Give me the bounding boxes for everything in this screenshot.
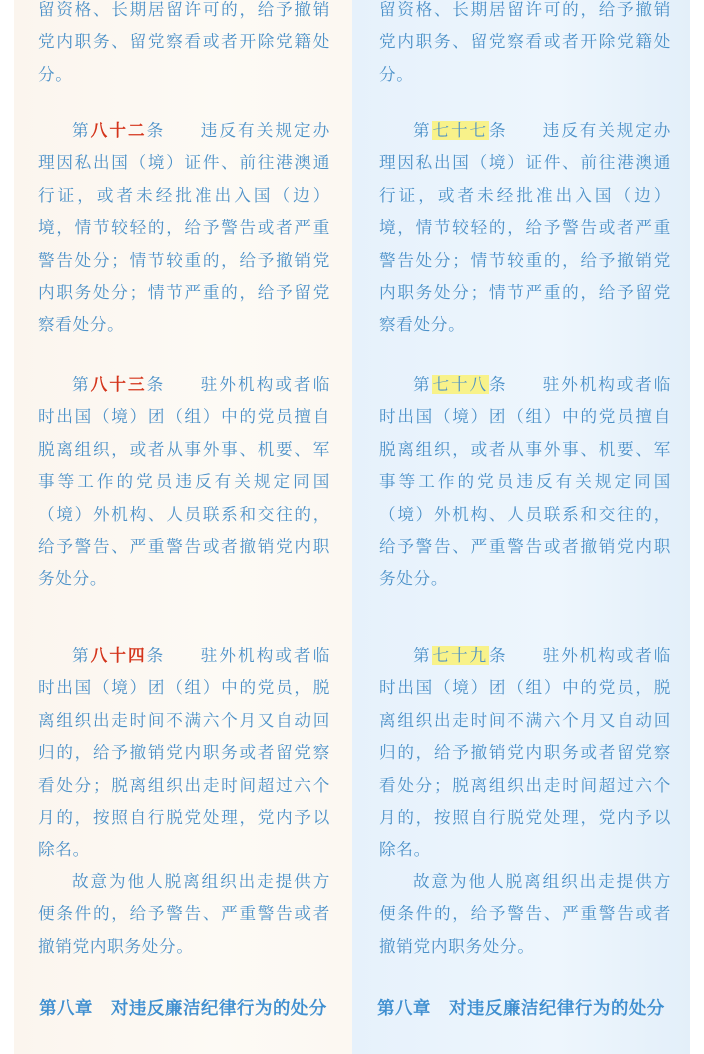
article-number: 八十三 [90,375,147,394]
right-article-78 [379,369,671,596]
article-number: 八十四 [90,646,147,665]
right-column [352,0,690,1054]
article-prefix: 第 [413,646,432,665]
article-text: 驻外机构或者临时出国（境）团（组）中的党员，脱离组织出走时间不满六个月又自动回归的，给予撤销党内职务或者留党察看处分；脱离组织出走时间超过六个月的，按照自行脱党处理，党内予以除名。 [379,646,671,860]
article-prefix: 第 [72,121,91,140]
article-number: 七十八 [432,375,488,394]
article-suffix: 条 [146,121,166,140]
article-suffix: 条 [146,646,166,665]
left-top-fragment: 留资格、长期居留许可的，给予撤销党内职务、留党察看或者开除党籍处分。 [38,0,330,84]
article-prefix: 第 [72,646,91,665]
right-article-79-extra: 故意为他人脱离组织出走提供方便条件的，给予警告、严重警告或者撤销党内职务处分。 [379,872,671,956]
right-top-fragment: 留资格、长期居留许可的，给予撤销党内职务、留党察看或者开除党籍处分。 [379,0,671,84]
article-prefix: 第 [413,121,432,140]
article-suffix: 条 [489,646,508,665]
left-article-82 [38,115,330,342]
left-article-84 [38,640,330,867]
article-suffix: 条 [489,375,508,394]
article-text: 驻外机构或者临时出国（境）团（组）中的党员，脱离组织出走时间不满六个月又自动回归的，给予撤销党内职务或者留党察看处分；脱离组织出走时间超过六个月的，按照自行脱党处理，党内予以除名。 [38,646,330,860]
left-article-84-extra: 故意为他人脱离组织出走提供方便条件的，给予警告、严重警告或者撤销党内职务处分。 [38,872,330,956]
article-text: 驻外机构或者临时出国（境）团（组）中的党员擅自脱离组织，或者从事外事、机要、军事等工作的党员违反有关规定同国（境）外机构、人员联系和交往的，给予警告、严重警告或者撤销党内职务处分。 [38,375,330,589]
left-article-83 [38,369,330,596]
article-number: 七十七 [432,121,488,140]
article-prefix: 第 [72,375,91,394]
article-text: 违反有关规定办理因私出国（境）证件、前往港澳通行证，或者未经批准出入国（边）境，情节较轻的，给予警告或者严重警告处分；情节较重的，给予撤销党内职务处分；情节严重的，给予留党察看处分。 [379,121,671,335]
right-article-79 [379,640,671,867]
article-text: 驻外机构或者临时出国（境）团（组）中的党员擅自脱离组织，或者从事外事、机要、军事等工作的党员违反有关规定同国（境）外机构、人员联系和交往的，给予警告、严重警告或者撤销党内职务处分。 [379,375,671,589]
left-chapter-heading: 第八章 对违反廉洁纪律行为的处分 [39,999,327,1019]
article-suffix: 条 [489,121,508,140]
article-suffix: 条 [146,375,166,394]
article-number: 八十二 [90,121,147,140]
right-chapter-heading: 第八章 对违反廉洁纪律行为的处分 [377,999,665,1019]
right-article-77 [379,115,671,342]
left-column [14,0,352,1054]
article-prefix: 第 [413,375,432,394]
article-number: 七十九 [432,646,488,665]
article-text: 违反有关规定办理因私出国（境）证件、前往港澳通行证，或者未经批准出入国（边）境，情节较轻的，给予警告或者严重警告处分；情节较重的，给予撤销党内职务处分；情节严重的，给予留党察看处分。 [38,121,330,335]
